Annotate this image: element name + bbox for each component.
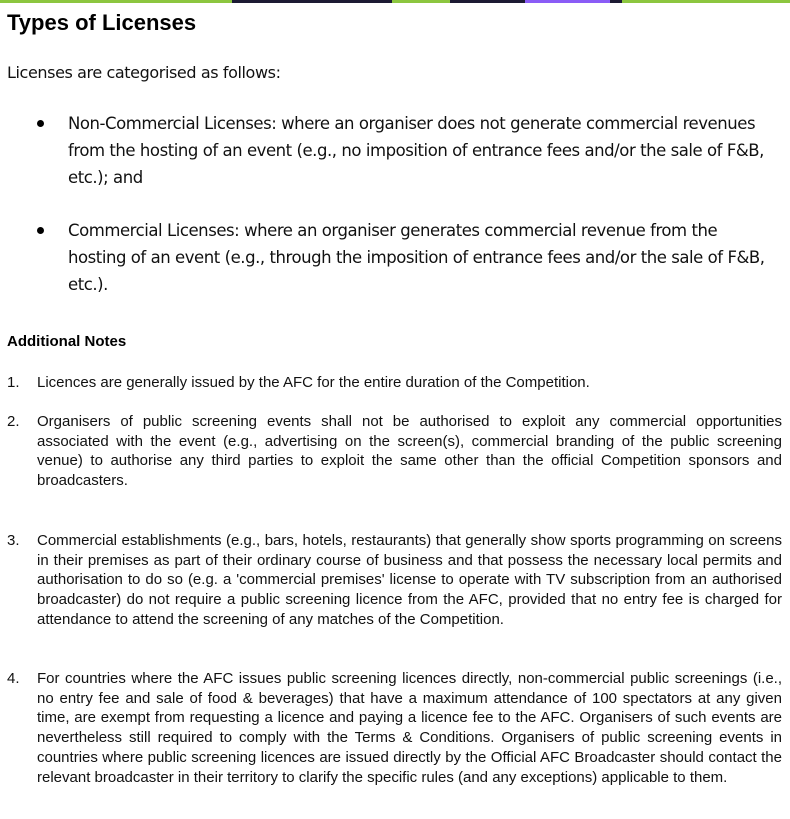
note-text: For countries where the AFC issues public screening licences directly, non-commercial public screenings (i.e., no entry fee and sale of food & beverages) that have a maximum attendance of 100 spectators at any given time, are exempt from requesting a licence and paying a licence fee to the AFC. Organisers of such events are nevertheless still required to comply with the Terms & Conditions. Organisers of public screening events in countries where public screening licences are issued directly by the Official AFC Broadcaster should contact the relevant broadcaster in their territory to clarify the specific rules (and any exceptions) applicable to them.	[37, 670, 782, 786]
note-number: 2.	[7, 413, 20, 430]
page-title: Types of Licenses	[7, 10, 197, 35]
top-bar-segment	[450, 0, 525, 3]
top-bar-segment	[525, 0, 610, 3]
note-text: Licences are generally issued by the AFC for the entire duration of the Competition.	[37, 374, 590, 391]
notes-heading: Additional Notes	[7, 333, 127, 350]
license-types-list	[0, 110, 790, 324]
license-type-text: Commercial Licenses: where an organiser generates commercial revenue from the hosting of an event (e.g., through the imposition of entrance fees and/or the sale of F&B, etc.).	[68, 221, 765, 294]
note-text: Commercial establishments (e.g., bars, hotels, restaurants) that generally show sports programming on screens in their premises as part of their ordinary course of business and that possess the necessary local permits and authorisation to do so (e.g. a 'commercial premises' license to operate with TV subscription from an authorised broadcaster) do not require a public screening licence from the AFC, provided that no entry fee is charged for attendance to attend the screening of any matches of the Competition.	[37, 532, 782, 628]
note-item	[0, 412, 790, 491]
note-item	[0, 531, 790, 630]
note-number: 4.	[7, 670, 20, 687]
top-bar-segment	[0, 0, 232, 3]
license-type-item	[0, 110, 790, 191]
bullet-dot-icon	[37, 120, 44, 127]
note-number: 3.	[7, 532, 20, 549]
bullet-dot-icon	[37, 227, 44, 234]
intro-text: Licenses are categorised as follows:	[7, 63, 281, 82]
top-bar-segment	[392, 0, 450, 3]
top-bar-segment	[622, 0, 790, 3]
top-bar-segment	[610, 0, 622, 3]
top-bar-segment	[232, 0, 392, 3]
license-type-item	[0, 217, 790, 298]
license-type-text: Non-Commercial Licenses: where an organiser does not generate commercial revenues from the hosting of an event (e.g., no imposition of entrance fees and/or the sale of F&B, etc.); and	[68, 114, 764, 187]
note-item	[0, 373, 790, 393]
note-number: 1.	[7, 374, 20, 391]
note-text: Organisers of public screening events shall not be authorised to exploit any commercial opportunities associated with the event (e.g., advertising on the screen(s), commercial branding of the public screening venue) to authorise any third parties to exploit the same other than the official Competition sponsors and broadcasters.	[37, 413, 782, 490]
top-color-bar	[0, 0, 790, 3]
note-item	[0, 669, 790, 787]
